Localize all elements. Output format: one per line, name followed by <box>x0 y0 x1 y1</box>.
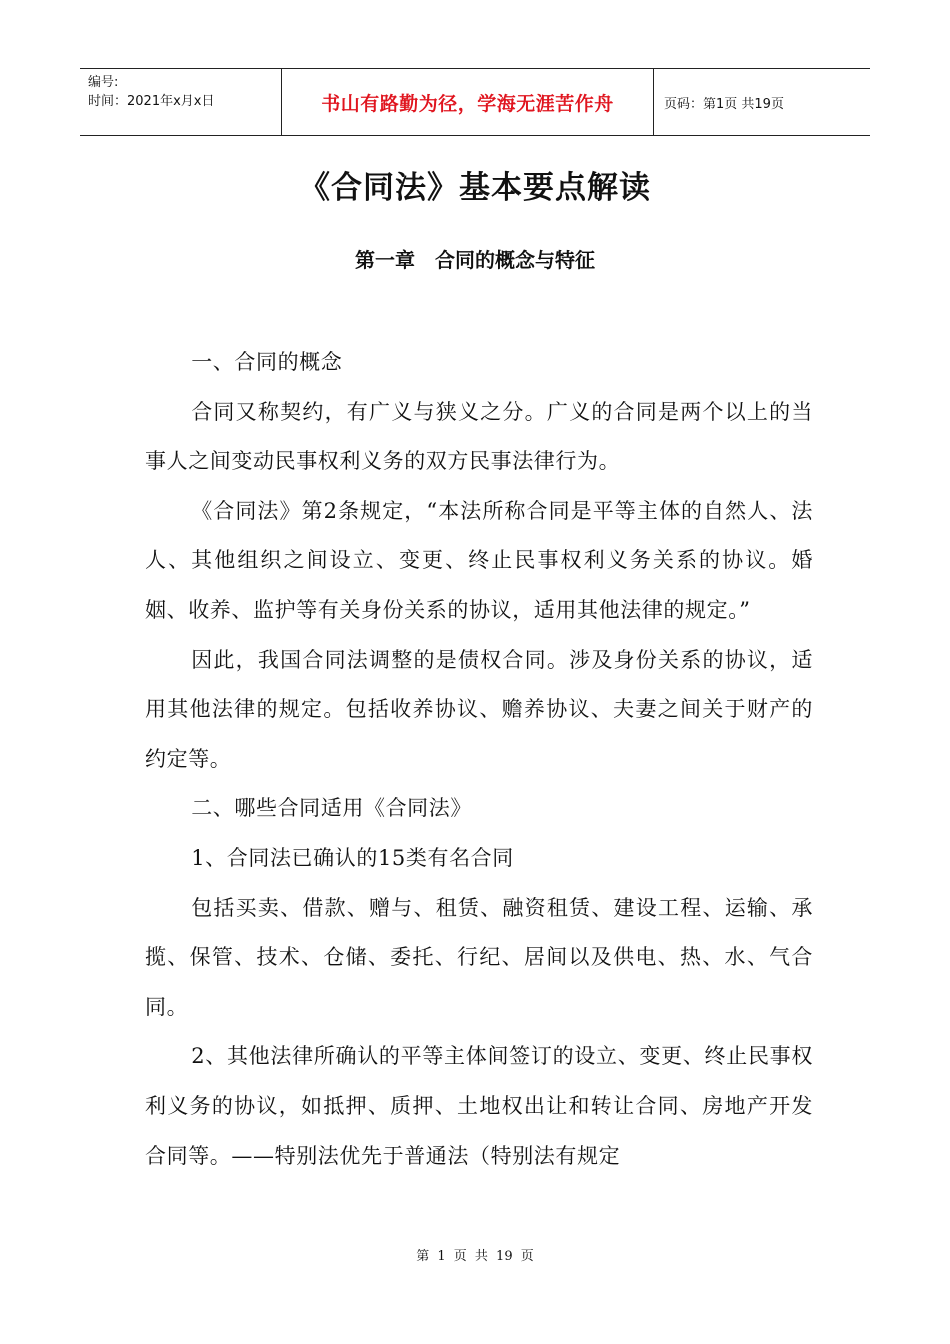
page-footer: 第 1 页 共 19 页 <box>416 1249 534 1264</box>
date-line: 时间：2021年x月x日 <box>88 94 215 109</box>
serial-label: 编号: <box>88 75 119 90</box>
header-motto: 书山有路勤为径，学海无涯苦作舟 <box>282 69 654 135</box>
paragraph: 合同又称契约，有广义与狭义之分。广义的合同是两个以上的当事人之间变动民事权利义务的双方民事法律行为。 <box>145 399 813 474</box>
paragraph: 包括买卖、借款、赠与、租赁、融资租赁、建设工程、运输、承揽、保管、技术、仓储、委托、行纪、居间以及供电、热、水、气合同。 <box>145 895 813 1019</box>
paragraph: 一、合同的概念 <box>191 350 343 374</box>
paragraph: 《合同法》第2条规定，“本法所称合同是平等主体的自然人、法人、其他组织之间设立、变更、终止民事权利义务关系的协议。婚姻、收养、监护等有关身份关系的协议，适用其他法律的规定。” <box>145 498 813 622</box>
paragraph: 二、哪些合同适用《合同法》 <box>191 796 472 821</box>
paragraph: 2、其他法律所确认的平等主体间签订的设立、变更、终止民事权利义务的协议，如抵押、质押、土地权出让和转让合同、房地产开发合同等。——特别法优先于普通法（特别法有规定 <box>145 1044 813 1168</box>
chapter-title: 第一章 合同的概念与特征 <box>355 248 595 272</box>
header-meta <box>80 69 282 135</box>
document-header <box>80 68 870 136</box>
paragraph: 因此，我国合同法调整的是债权合同。涉及身份关系的协议，适用其他法律的规定。包括收养协议、赡养协议、夫妻之间关于财产的约定等。 <box>145 647 813 771</box>
document-title: 《合同法》基本要点解读 <box>299 170 651 206</box>
document-body <box>145 338 813 1181</box>
header-page-info: 页码：第1页 共19页 <box>664 96 784 112</box>
paragraph: 1、合同法已确认的15类有名合同 <box>191 845 514 870</box>
